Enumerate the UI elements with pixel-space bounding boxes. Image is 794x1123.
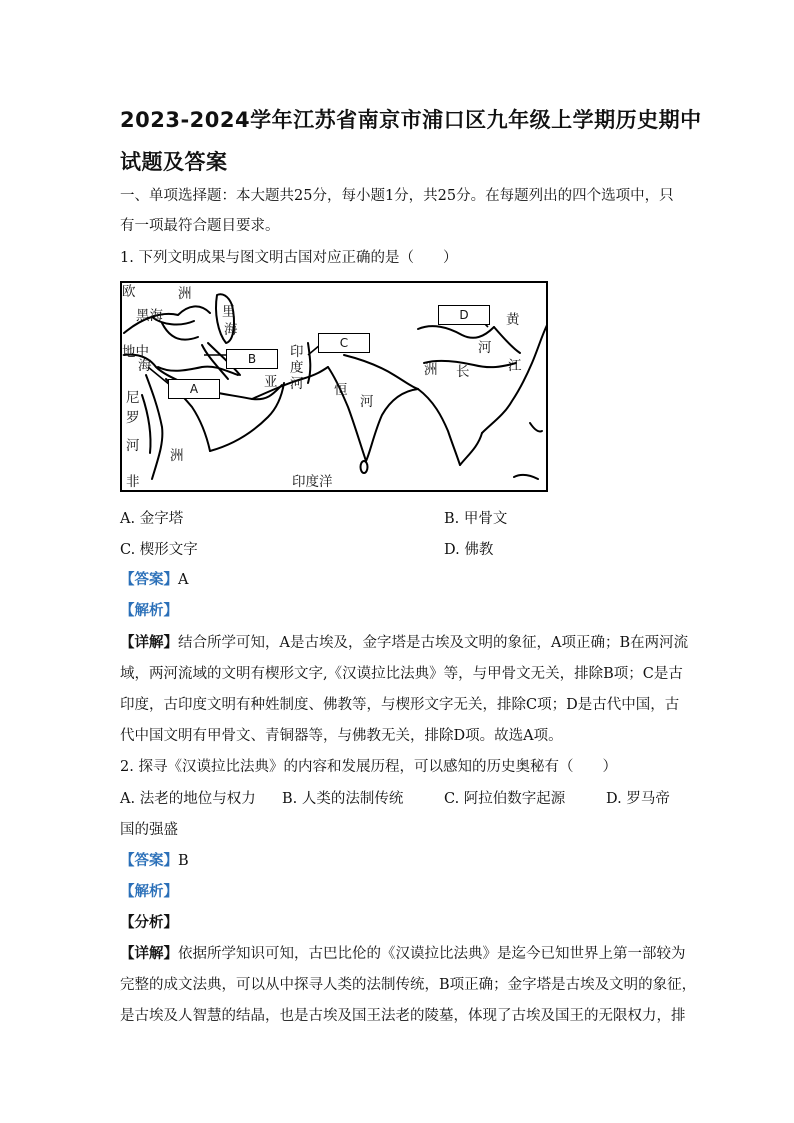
q2-stem: 2. 探寻《汉谟拉比法典》的内容和发展历程，可以感知的历史奥秘有（ ） [120, 759, 617, 775]
map-box-c: C [318, 333, 370, 353]
map-label-heng: 恒 [334, 382, 348, 398]
q1-option-b: B. 甲骨文 [444, 511, 508, 527]
q1-option-d: D. 佛教 [444, 542, 494, 558]
q2-option-d-continued: 国的强盛 [120, 822, 178, 838]
q1-answer-tag: 【答案】 [120, 571, 178, 588]
map-label-yin: 印 [290, 344, 304, 360]
q1-stem: 1. 下列文明成果与图文明古国对应正确的是（ ） [120, 250, 458, 266]
q1-answer-value: A [178, 572, 189, 588]
q2-option-b: B. 人类的法制传统 [282, 791, 404, 807]
map-label-he-ganges: 河 [360, 394, 374, 410]
map-label-black-sea: 黑海 [136, 308, 163, 324]
document-title-line1: 2023-2024学年江苏省南京市浦口区九年级上学期历史期中 [120, 108, 702, 132]
map-label-li: 里 [222, 304, 236, 320]
map-label-ni: 尼 [126, 390, 140, 406]
map-box-a: A [168, 379, 220, 399]
map-label-luo: 罗 [126, 410, 140, 426]
map-label-ou: 欧 [122, 284, 136, 300]
document-title-line2: 试题及答案 [120, 150, 228, 174]
map-label-he-yellow: 河 [478, 340, 492, 356]
map-label-indian-ocean: 印度洋 [292, 474, 333, 490]
map-label-ya: 亚 [264, 374, 278, 390]
q2-detail-line-1 [120, 944, 686, 964]
q1-detail-text-1: 结合所学可知，A是古埃及，金字塔是古埃及文明的象征，A项正确；B在两河流 [178, 635, 689, 651]
map-label-dizhong: 地中 [122, 344, 149, 360]
q1-detail-tag: 【详解】 [120, 634, 178, 651]
q1-option-a: A. 金字塔 [120, 511, 184, 527]
map-label-huang: 黄 [506, 312, 520, 328]
ancient-civilizations-map [120, 281, 548, 492]
q1-answer [120, 570, 188, 590]
q1-detail-line-3: 印度，古印度文明有种姓制度、佛教等，与楔形文字无关，排除C项；D是古代中国，古 [120, 697, 680, 713]
q2-fenxi-tag: 【分析】 [120, 914, 178, 931]
q1-analysis-tag: 【解析】 [120, 602, 178, 619]
map-label-zhou-europe: 洲 [178, 286, 192, 302]
section-heading-line2: 有一项最符合题目要求。 [120, 218, 280, 234]
q1-detail-line-2: 域，两河流域的文明有楔形文字,《汉谟拉比法典》等，与甲骨文无关，排除B项；C是古 [120, 666, 683, 682]
map-label-zhou-asia: 洲 [424, 362, 438, 378]
map-label-he-nile: 河 [126, 438, 140, 454]
map-box-b: B [226, 349, 278, 369]
q2-answer-tag: 【答案】 [120, 852, 178, 869]
q2-option-d: D. 罗马帝 [606, 791, 670, 807]
map-label-chang: 长 [456, 364, 470, 380]
map-label-zhou-africa: 洲 [170, 448, 184, 464]
q2-detail-tag: 【详解】 [120, 945, 178, 962]
q2-analysis-tag: 【解析】 [120, 883, 178, 900]
q2-detail-line-2: 完整的成文法典，可以从中探寻人类的法制传统，B项正确；金字塔是古埃及文明的象征， [120, 977, 697, 993]
map-label-hai-med: 海 [138, 358, 152, 374]
q1-option-c: C. 楔形文字 [120, 542, 198, 558]
q2-answer-value: B [178, 853, 189, 869]
q1-detail-line-1 [120, 633, 688, 653]
q2-option-a: A. 法老的地位与权力 [120, 791, 256, 807]
map-box-d: D [438, 305, 490, 325]
map-label-he-indus: 河 [290, 376, 304, 392]
map-label-du: 度 [290, 360, 304, 376]
q2-option-c: C. 阿拉伯数字起源 [444, 791, 566, 807]
q2-answer [120, 851, 189, 871]
map-label-hai-caspian: 海 [224, 322, 238, 338]
map-label-jiang: 江 [508, 358, 522, 374]
q2-detail-line-3: 是古埃及人智慧的结晶，也是古埃及国王法老的陵墓，体现了古埃及国王的无限权力，排 [120, 1008, 686, 1024]
q1-detail-line-4: 代中国文明有甲骨文、青铜器等，与佛教无关，排除D项。故选A项。 [120, 728, 563, 744]
q2-detail-text-1: 依据所学知识可知，古巴比伦的《汉谟拉比法典》是迄今已知世界上第一部较为 [178, 946, 686, 962]
section-heading-line1: 一、单项选择题：本大题共25分，每小题1分，共25分。在每题列出的四个选项中，只 [120, 188, 674, 204]
map-label-fei: 非 [126, 474, 140, 490]
